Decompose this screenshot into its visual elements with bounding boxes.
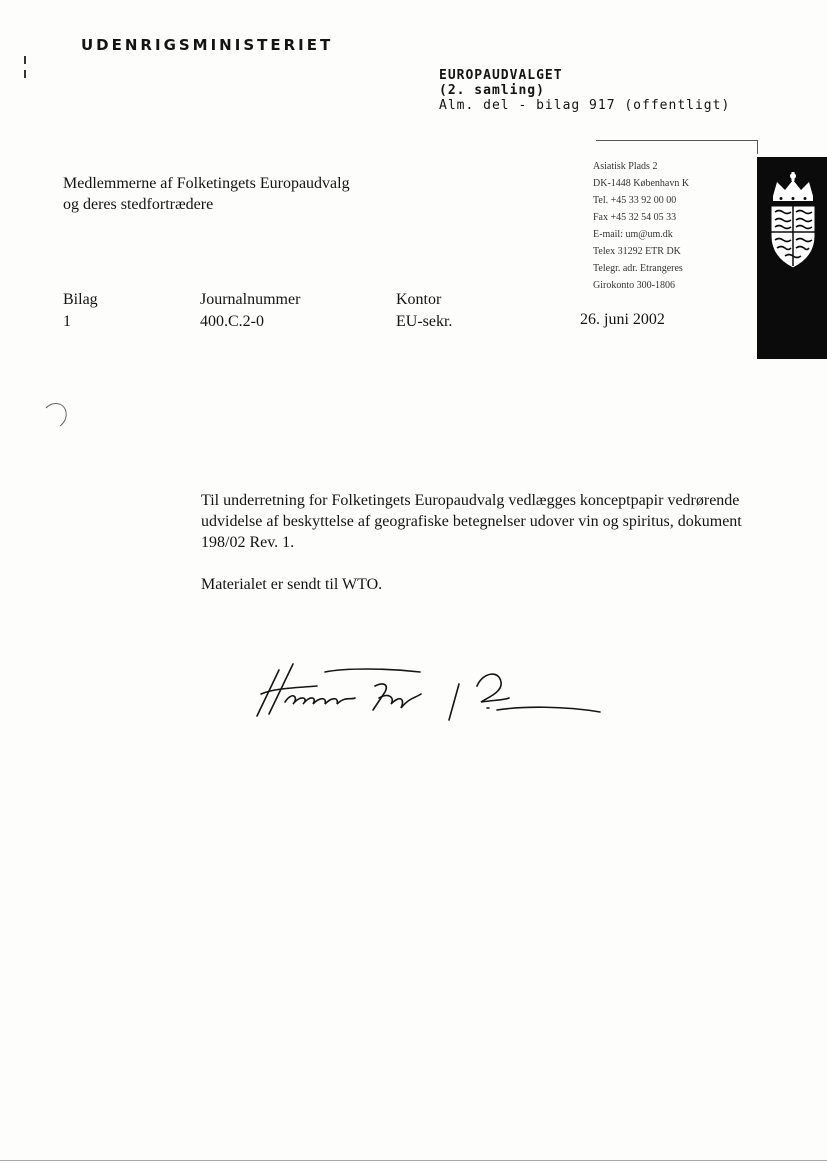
journal-label: Journalnummer: [200, 291, 301, 308]
address-line: Fax +45 32 54 05 33: [593, 212, 677, 223]
address-line: Telex 31292 ETR DK: [593, 246, 681, 257]
stamp-committee: EUROPAUDVALGET: [439, 68, 563, 83]
divider-line: [596, 140, 758, 141]
address-line: E-mail: um@um.dk: [593, 229, 673, 240]
sender-address: [593, 158, 689, 294]
body-paragraph: Til underretning for Folketingets Europaudvalg vedlægges konceptpapir vedrørende udvidelse af beskyttelse af geografiske betegnelser udover vin og spiritus, dokument 198/02 Rev. 1.: [201, 492, 742, 551]
scan-mark: [24, 70, 26, 78]
stamp-session: (2. samling): [439, 83, 545, 98]
registration-stamp: [439, 68, 730, 113]
divider-tick: [757, 140, 758, 154]
address-line: Asiatisk Plads 2: [593, 161, 658, 172]
body-paragraph: Materialet er sendt til WTO.: [201, 576, 383, 593]
royal-crest-icon: [765, 170, 821, 280]
stamp-reference: Alm. del - bilag 917 (offentligt): [439, 98, 731, 113]
address-line: Tel. +45 33 92 00 00: [593, 195, 677, 206]
recipient-line: Medlemmerne af Folketingets Europaudvalg: [63, 175, 350, 192]
bottom-edge: [0, 1160, 827, 1161]
bilag-value: 1: [63, 313, 71, 330]
address-line: Telegr. adr. Etrangeres: [593, 263, 683, 274]
address-line: Girokonto 300-1806: [593, 280, 675, 291]
kontor-label: Kontor: [396, 291, 442, 308]
recipient-block: [63, 173, 350, 215]
letter-body: [201, 490, 746, 616]
bilag-label: Bilag: [63, 291, 98, 308]
margin-hole-mark: [44, 402, 74, 428]
scan-mark: [24, 56, 26, 64]
journal-value: 400.C.2-0: [200, 313, 264, 330]
ministry-letterhead: UDENRIGSMINISTERIET: [81, 36, 334, 54]
address-line: DK-1448 København K: [593, 178, 690, 189]
recipient-line: og deres stedfortrædere: [63, 196, 214, 213]
kontor-value: EU-sekr.: [396, 313, 453, 330]
letter-date: 26. juni 2002: [580, 311, 665, 328]
handwritten-signature: [255, 658, 605, 722]
